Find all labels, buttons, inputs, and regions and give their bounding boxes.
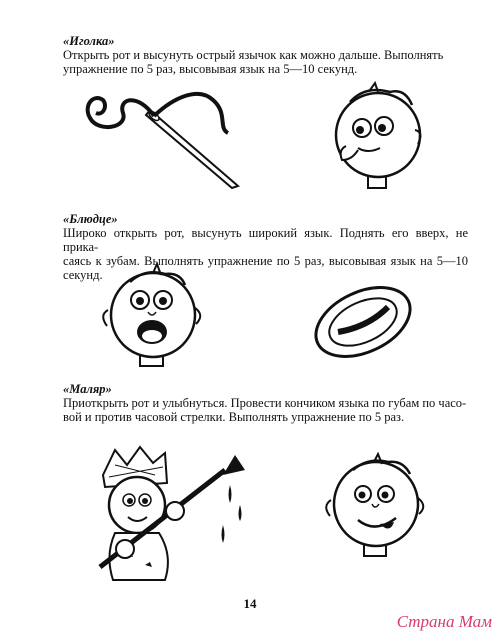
section-text-line: Открыть рот и высунуть острый язычок как можно дальше. Выполнять: [63, 48, 444, 62]
boy-painter-with-brush-icon: [95, 445, 260, 585]
section-text-igolka: [63, 48, 463, 76]
section-text-line: упражнение по 5 раз, высовывая язык на 5—10 секунд.: [63, 62, 358, 76]
section-text-line: саясь к зубам. Выполнять упражнение по 5 раз, высовывая язык на 5—10 секунд.: [63, 254, 468, 282]
section-text-line: Широко открыть рот, высунуть широкий язык. Поднять его вверх, не прика-: [63, 226, 468, 254]
face-tongue-out-icon: [320, 80, 435, 195]
section-title-bludce: «Блюдце»: [63, 212, 118, 226]
face-open-mouth-icon: [95, 260, 210, 370]
needle-with-thread-icon: [78, 88, 253, 193]
section-title-malyar: «Маляр»: [63, 382, 112, 396]
face-licking-lips-icon: [318, 452, 433, 562]
watermark-logo: Страна Мам: [396, 612, 492, 631]
section-text-line: вой и против часовой стрелки. Выполнять упражнение по 5 раз.: [63, 410, 405, 424]
section-title-igolka: «Иголка»: [63, 34, 115, 48]
saucer-icon: [308, 282, 418, 362]
section-text-malyar: [63, 396, 468, 424]
section-text-line: Приоткрыть рот и улыбнуться. Провести кончиком языка по губам по часо-: [63, 396, 467, 410]
page-number: 14: [243, 596, 257, 611]
